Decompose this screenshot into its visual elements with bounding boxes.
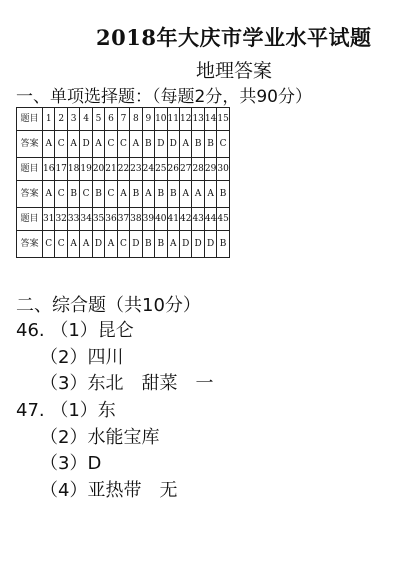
question-number: 27 — [179, 158, 191, 181]
row-label: 答案 — [17, 181, 43, 208]
question-number: 39 — [142, 208, 154, 231]
answer-cell: A — [105, 231, 117, 258]
question-number: 15 — [217, 108, 229, 131]
question-number: 17 — [55, 158, 67, 181]
question-number: 36 — [105, 208, 117, 231]
answer-cell: A — [43, 181, 55, 208]
answer-cell: A — [167, 231, 179, 258]
question-number: 1 — [43, 108, 55, 131]
question-number: 34 — [80, 208, 92, 231]
question-number: 28 — [192, 158, 204, 181]
row-label: 答案 — [17, 131, 43, 158]
question-number: 29 — [204, 158, 216, 181]
answer-line: 47. （1）东 — [16, 400, 116, 421]
answer-cell: C — [55, 131, 67, 158]
question-number: 31 — [43, 208, 55, 231]
answer-cell: D — [130, 231, 142, 258]
question-number: 5 — [92, 108, 104, 131]
answer-cell: A — [80, 231, 92, 258]
answer-line: 46. （1）昆仑 — [16, 320, 134, 341]
question-number: 41 — [167, 208, 179, 231]
answer-cell: C — [117, 231, 129, 258]
answer-line: （2）水能宝库 — [40, 427, 160, 448]
question-number: 35 — [92, 208, 104, 231]
answer-cell: B — [142, 131, 154, 158]
question-number: 40 — [155, 208, 167, 231]
question-number: 16 — [43, 158, 55, 181]
row-label: 题目 — [17, 208, 43, 231]
answer-cell: A — [142, 181, 154, 208]
question-number: 44 — [204, 208, 216, 231]
answer-cell: B — [204, 131, 216, 158]
question-number: 4 — [80, 108, 92, 131]
answer-line: （3）东北 甜菜 一 — [40, 373, 214, 394]
answer-cell: D — [80, 131, 92, 158]
question-number: 43 — [192, 208, 204, 231]
answer-cell: B — [92, 181, 104, 208]
answer-cell: A — [179, 131, 191, 158]
question-number: 37 — [117, 208, 129, 231]
answer-cell: A — [92, 131, 104, 158]
answer-cell: C — [105, 181, 117, 208]
row-label: 题目 — [17, 108, 43, 131]
answer-line: （2）四川 — [40, 347, 124, 368]
answer-cell: C — [55, 181, 67, 208]
question-number: 45 — [217, 208, 229, 231]
answer-cell: C — [217, 131, 229, 158]
question-number: 33 — [67, 208, 79, 231]
question-number: 42 — [179, 208, 191, 231]
answer-cell: B — [167, 181, 179, 208]
row-label: 题目 — [17, 158, 43, 181]
answer-cell: D — [167, 131, 179, 158]
answer-table — [16, 107, 230, 258]
question-number: 20 — [92, 158, 104, 181]
table-row — [17, 158, 230, 181]
answer-cell: B — [130, 181, 142, 208]
answer-cell: B — [142, 231, 154, 258]
answer-cell: A — [43, 131, 55, 158]
answer-line: （3）D — [40, 453, 102, 474]
answer-cell: C — [105, 131, 117, 158]
question-number: 6 — [105, 108, 117, 131]
question-number: 18 — [67, 158, 79, 181]
page-subtitle: 地理答案 — [196, 60, 273, 82]
question-number: 12 — [179, 108, 191, 131]
answer-cell: B — [217, 181, 229, 208]
answer-cell: D — [204, 231, 216, 258]
table-row — [17, 231, 230, 258]
question-number: 19 — [80, 158, 92, 181]
answer-cell: A — [67, 131, 79, 158]
table-row — [17, 131, 230, 158]
answer-cell: D — [155, 131, 167, 158]
question-number: 10 — [155, 108, 167, 131]
answer-cell: C — [55, 231, 67, 258]
answer-cell: A — [117, 181, 129, 208]
answer-cell: B — [155, 231, 167, 258]
question-number: 8 — [130, 108, 142, 131]
question-number: 22 — [117, 158, 129, 181]
answer-cell: C — [80, 181, 92, 208]
answer-cell: A — [192, 181, 204, 208]
answer-cell: A — [179, 181, 191, 208]
table-row — [17, 208, 230, 231]
row-label: 答案 — [17, 231, 43, 258]
question-number: 14 — [204, 108, 216, 131]
table-row — [17, 108, 230, 131]
section1-heading: 一、单项选择题：（每题2分，共90分） — [16, 87, 312, 107]
answer-cell: B — [217, 231, 229, 258]
answer-cell: A — [67, 231, 79, 258]
answer-cell: D — [92, 231, 104, 258]
answer-cell: C — [43, 231, 55, 258]
answer-cell: A — [204, 181, 216, 208]
answer-cell: A — [130, 131, 142, 158]
question-number: 9 — [142, 108, 154, 131]
question-number: 11 — [167, 108, 179, 131]
answer-cell: B — [155, 181, 167, 208]
question-number: 25 — [155, 158, 167, 181]
question-number: 21 — [105, 158, 117, 181]
answer-cell: C — [117, 131, 129, 158]
answer-line: （4）亚热带 无 — [40, 480, 178, 501]
answer-cell: D — [179, 231, 191, 258]
question-number: 32 — [55, 208, 67, 231]
question-number: 38 — [130, 208, 142, 231]
page-title: 2018年大庆市学业水平试题 — [96, 25, 372, 50]
question-number: 26 — [167, 158, 179, 181]
answer-cell: B — [192, 131, 204, 158]
question-number: 30 — [217, 158, 229, 181]
question-number: 7 — [117, 108, 129, 131]
answer-cell: B — [67, 181, 79, 208]
question-number: 2 — [55, 108, 67, 131]
question-number: 3 — [67, 108, 79, 131]
question-number: 23 — [130, 158, 142, 181]
question-number: 13 — [192, 108, 204, 131]
section2-heading: 二、综合题（共10分） — [16, 295, 201, 316]
question-number: 24 — [142, 158, 154, 181]
table-row — [17, 181, 230, 208]
answer-cell: D — [192, 231, 204, 258]
